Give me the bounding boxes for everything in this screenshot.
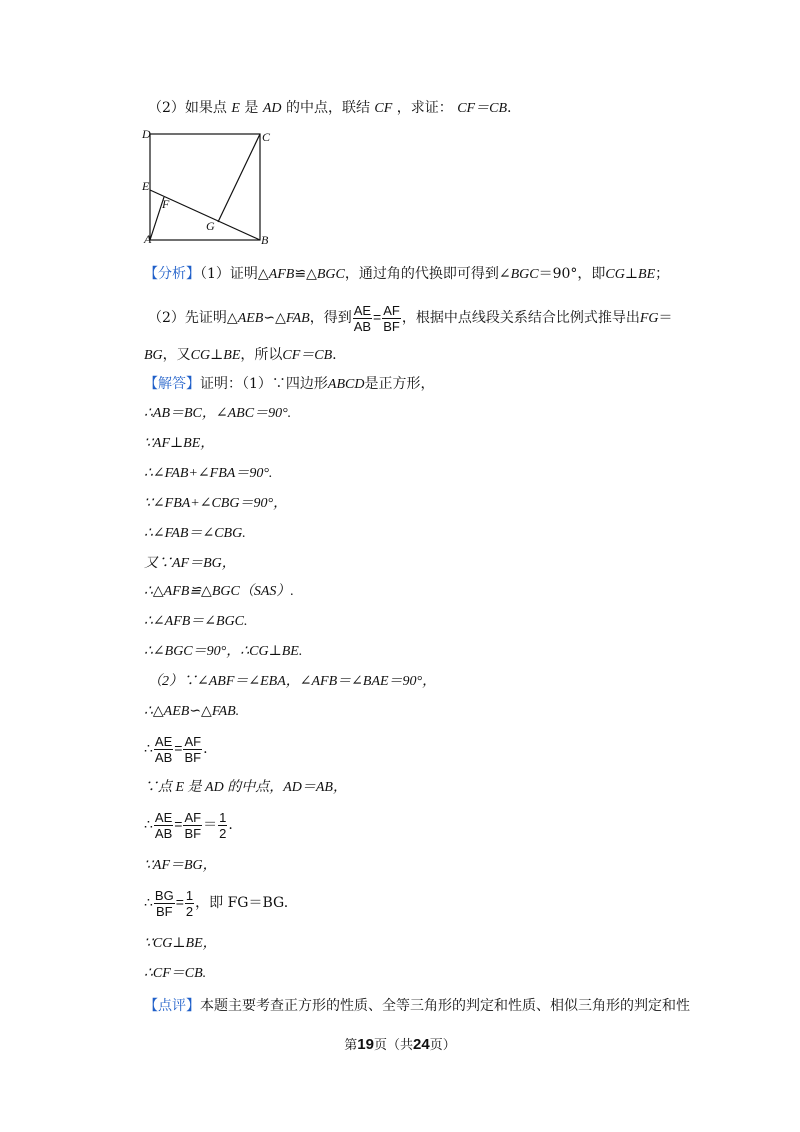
page-footer: 第19页（共24页） [344,1036,456,1053]
label-e: E [142,179,150,193]
fraction-bg-bf: $\frac{BG}{BF}$ [154,887,174,919]
solution-step: ∴△AFB≌△BGC（SAS）. [144,584,294,599]
fraction-ae-ab: $\frac{AE}{AB}$ [353,302,372,334]
analysis-line-2: （2）先证明△AEB∽△FAB，得到 $\frac{AE}{AB}$ = $\frac{AF}{BF}$ ，根据中点线段关系结合比例式推导出FG＝ [148,302,673,334]
solution-step: ∵AF⊥BE， [144,436,215,451]
solution-step: ∴∠BGC＝90°，∴CG⊥BE. [144,644,303,659]
label-a: A [144,232,152,246]
fraction-af-bf: $\frac{AF}{BF}$ [383,302,400,334]
label-f: F [162,197,170,211]
solution-step: ∵CG⊥BE， [144,936,217,951]
solution-step-fraction: ∴ $\frac{AE}{AB}$ = $\frac{AF}{BF}$ ＝ $\frac{1}{2}$ . [144,809,233,841]
solution-step: ∵AF＝BG， [144,858,217,873]
analysis-line-1: 【分析】（1）证明△AFB≌△BGC，通过角的代换即可得到∠BGC＝90°，即CG⊥BE； [144,266,670,282]
fraction-ae-ab: $\frac{AE}{AB}$ [154,809,173,841]
solution-step: ∴AB＝BC，∠ABC＝90°. [144,406,292,421]
solution-step: 又∵AF＝BG， [144,556,236,571]
fraction-one-half: $\frac{1}{2}$ [185,887,194,919]
fraction-one-half: $\frac{1}{2}$ [219,809,227,841]
comment-line: 【点评】本题主要考查正方形的性质、全等三角形的判定和性质、相似三角形的判定和性 [144,998,690,1014]
label-c: C [262,130,271,144]
comment-tag: 【点评】 [144,998,200,1014]
label-b: B [261,233,269,247]
solution-step: ∴∠AFB＝∠BGC. [144,614,248,629]
square-abcd [150,134,260,240]
analysis-tag: 【分析】 [144,266,200,282]
solution-step: ∵∠FBA+∠CBG＝90°， [144,496,288,511]
question-line: （2）如果点 E 是 AD 的中点，联结 CF ，求证： CF＝CB. [148,100,512,116]
fraction-af-bf: $\frac{AF}{BF}$ [184,809,202,841]
solution-step: ∴∠FAB+∠FBA＝90°. [144,466,273,481]
analysis-line-3: BG，又CG⊥BE，所以CF＝CB. [144,347,337,363]
solution-step-fraction: ∴ $\frac{BG}{BF}$ = $\frac{1}{2}$ ，即 FG＝BG. [144,887,289,919]
solution-step: ∴∠FAB＝∠CBG. [144,526,246,541]
segment-cg [218,134,260,222]
fraction-ae-ab: $\frac{AE}{AB}$ [154,733,173,765]
label-d: D [142,127,151,141]
solution-step: ∴△AEB∽△FAB. [144,704,240,719]
page-total: 24 [413,1036,430,1053]
label-g: G [206,219,215,233]
solution-step: （2）∵∠ABF＝∠EBA，∠AFB＝∠BAE＝90°， [148,674,437,689]
solution-intro: 【解答】证明：（1）∵四边形ABCD是正方形， [144,376,435,392]
square-diagram [140,126,280,250]
solution-step: ∵点 E 是 AD 的中点，AD＝AB， [144,780,347,795]
page-number: 19 [357,1036,374,1053]
solution-step-fraction: ∴ $\frac{AE}{AB}$ = $\frac{AF}{BF}$ . [144,733,208,765]
solution-tag: 【解答】 [144,376,200,392]
fraction-af-bf: $\frac{AF}{BF}$ [184,733,202,765]
solution-step: ∴CF＝CB. [144,966,207,981]
